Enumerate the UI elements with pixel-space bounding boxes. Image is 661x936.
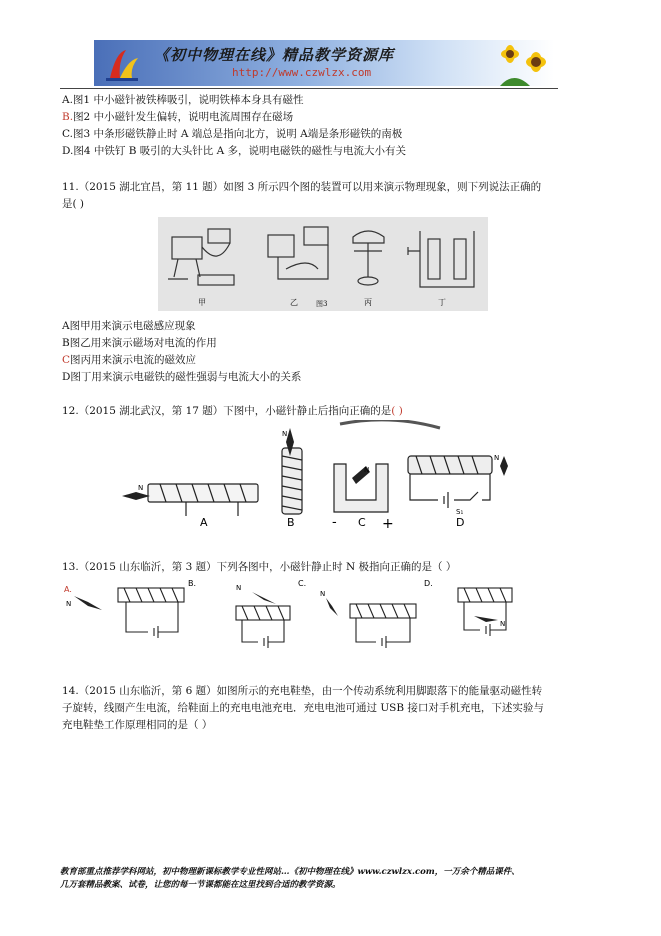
q13-needle-d — [474, 616, 498, 622]
q10-option-a: A.图1 中小磁针被铁棒吸引，说明铁棒本身具有磁性 — [62, 94, 304, 106]
q11-fig-label-jia: 甲 — [198, 298, 206, 307]
q11-stem-line1: 11.（2015 湖北宜昌，第 11 题）如图 3 所示四个图的装置可以用来演示物理现象，则下列说法正确的 — [62, 181, 542, 193]
q12-label-n-b: N — [282, 430, 288, 438]
q14-stem-line1: 14.（2015 山东临沂，第 6 题）如图所示的充电鞋垫，由一个传动系统利用脚跟落下的能量驱动磁性转 — [62, 685, 543, 697]
q10-option-b: B.图2 中小磁针发生偏转，说明电流周围存在磁场 — [62, 111, 294, 123]
q11-figure — [158, 217, 488, 311]
q12-needle-a — [122, 492, 150, 500]
q11-fig-label-yi: 乙 — [290, 298, 298, 307]
q11-option-a: A图甲用来演示电磁感应现象 — [62, 320, 196, 332]
logo-icon — [102, 44, 142, 84]
q12-label-n-c: N — [364, 466, 370, 474]
q12-label-n-d: N — [494, 454, 500, 462]
q11-option-c: C图丙用来演示电流的磁效应 — [62, 354, 197, 366]
banner-url[interactable]: http://www.czwlzx.com — [232, 66, 372, 79]
q11-fig-label-bing: 丙 — [364, 298, 372, 307]
q13-label-b: B. — [188, 579, 197, 588]
q13-label-n-a: N — [66, 600, 72, 608]
q13-label-c: C. — [298, 579, 307, 588]
q10-option-d: D.图4 中铁钉 B 吸引的大头针比 A 多，说明电磁铁的磁性与电流大小有关 — [62, 145, 407, 157]
q11-option-d: D图丁用来演示电磁铁的磁性强弱与电流大小的关系 — [62, 371, 302, 383]
q12-label-plus: + — [382, 516, 394, 532]
footer-line1: 教育部重点推荐学科网站，初中物理新课标教学专业性网站…《初中物理在线》www.czwlzx.com，一万余个精品课件、 — [60, 867, 520, 877]
q12-label-n-a: N — [138, 484, 144, 492]
q11-fig-label-ding: 丁 — [438, 298, 446, 307]
q12-figure — [120, 420, 520, 532]
q11-fig-caption: 图3 — [316, 300, 328, 308]
q12-needle-d — [500, 456, 508, 476]
q11-option-b: B图乙用来演示磁场对电流的作用 — [62, 337, 217, 349]
q12-label-a: A — [200, 516, 208, 529]
q14-stem-line3: 充电鞋垫工作原理相同的是（ ） — [62, 719, 213, 731]
banner-title: 《初中物理在线》精品教学资源库 — [154, 46, 395, 64]
q12-label-minus: - — [332, 515, 337, 530]
q12-answer-paren: ( ) — [391, 405, 403, 417]
q13-label-a: A. — [64, 585, 72, 594]
footer-line2: 几万套精品教案、试卷，让您的每一节课都能在这里找到合适的教学资源。 — [60, 880, 341, 890]
q14-stem-line2: 子旋转，线圈产生电流，给鞋面上的充电电池充电．充电电池可通过 USB 接口对手机充电，下述实验与 — [62, 702, 544, 714]
q13-label-d: D. — [424, 579, 433, 588]
q13-needle-b — [252, 592, 276, 604]
q13-figure-drawing — [60, 576, 520, 652]
q12-label-d: D — [456, 516, 465, 529]
q13-stem: 13.（2015 山东临沂，第 3 题）下列各图中，小磁针静止时 N 极指向正确的是（ ） — [62, 561, 457, 573]
sunflower-icon — [490, 40, 554, 86]
q10-option-c: C.图3 中条形磁铁静止时 A 端总是指向北方，说明 A端是条形磁铁的南极 — [62, 128, 403, 140]
footer — [60, 866, 520, 892]
q12-label-c: C — [358, 516, 366, 529]
q13-needle-c — [326, 598, 338, 616]
header-divider — [60, 88, 558, 89]
q12-label-b: B — [287, 516, 295, 529]
q13-label-n-d: N — [500, 620, 506, 628]
q13-label-n-c: N — [320, 590, 326, 598]
q13-label-n-b: N — [236, 584, 242, 592]
q11-stem-line2: 是( ) — [62, 198, 85, 210]
q12-stem: 12.（2015 湖北武汉，第 17 题）下图中，小磁针静止后指向正确的是( ) — [62, 405, 403, 417]
q12-figure-drawing — [120, 420, 520, 532]
q13-figure — [60, 576, 520, 652]
header-banner — [94, 40, 554, 86]
q13-needle-a — [74, 596, 102, 610]
q12-label-s1: S₁ — [456, 508, 464, 516]
